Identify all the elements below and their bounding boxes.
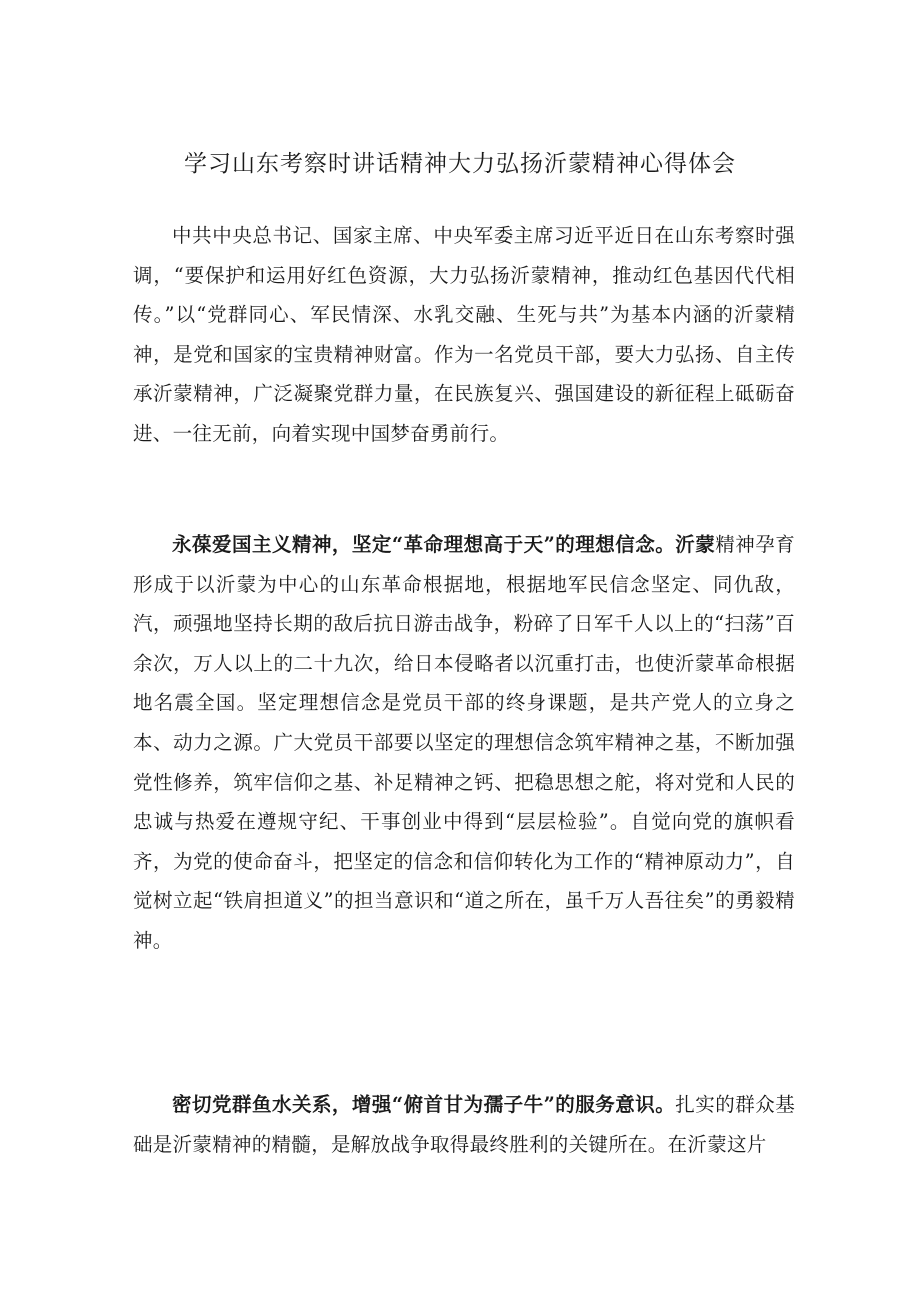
paragraph-patriotism [133,525,795,961]
paragraph-party-masses [133,1085,795,1164]
document-title: 学习山东考察时讲话精神大力弘扬沂蒙精神心得体会 [184,151,736,177]
paragraph-text: 中共中央总书记、国家主席、中央军委主席习近平近日在山东考察时强调，“要保护和运用好红色资源，大力弘扬沂蒙精神，推动红色基因代代相传。”以“党群同心、军民情深、水乳交融、生死与共”为基本内涵的沂蒙精神，是党和国家的宝贵精神财富。作为一名党员干部，要大力弘扬、自主传承沂蒙精神，广泛凝聚党群力量，在民族复兴、强国建设的新征程上砥砺奋进、一往无前，向着实现中国梦奋勇前行。 [133,224,795,445]
paragraph-lead-heading: 永葆爱国主义精神，坚定“革命理想高于天”的理想信念。沂蒙 [172,533,716,556]
paragraph-text: 精神孕育形成于以沂蒙为中心的山东革命根据地，根据地军民信念坚定、同仇敌，汽，顽强地坚持长期的敌后抗日游击战争，粉碎了日军千人以上的“扫荡”百余次，万人以上的二十九次，给日本侵略者以沉重打击，也使沂蒙革命根据地名震全国。坚定理想信念是党员干部的终身课题，是共产党人的立身之本、动力之源。广大党员干部要以坚定的理想信念筑牢精神之基，不断加强党性修养，筑牢信仰之基、补足精神之钙、把稳思想之舵，将对党和人民的忠诚与热爱在遵规守纪、干事创业中得到“层层检验”。自觉向党的旗帜看齐，为党的使命奋斗，把坚定的信念和信仰转化为工作的“精神原动力”，自觉树立起“铁肩担道义”的担当意识和“道之所在，虽千万人吾往矣”的勇毅精神。 [133,533,795,952]
paragraph-text: 扎实的群众基础是沂蒙精神的精髓，是解放战争取得最终胜利的关键所在。在沂蒙这片 [133,1093,795,1156]
paragraph-intro [133,216,795,454]
paragraph-lead-heading: 密切党群鱼水关系，增强“俯首甘为孺子牛”的服务意识。 [172,1093,676,1116]
